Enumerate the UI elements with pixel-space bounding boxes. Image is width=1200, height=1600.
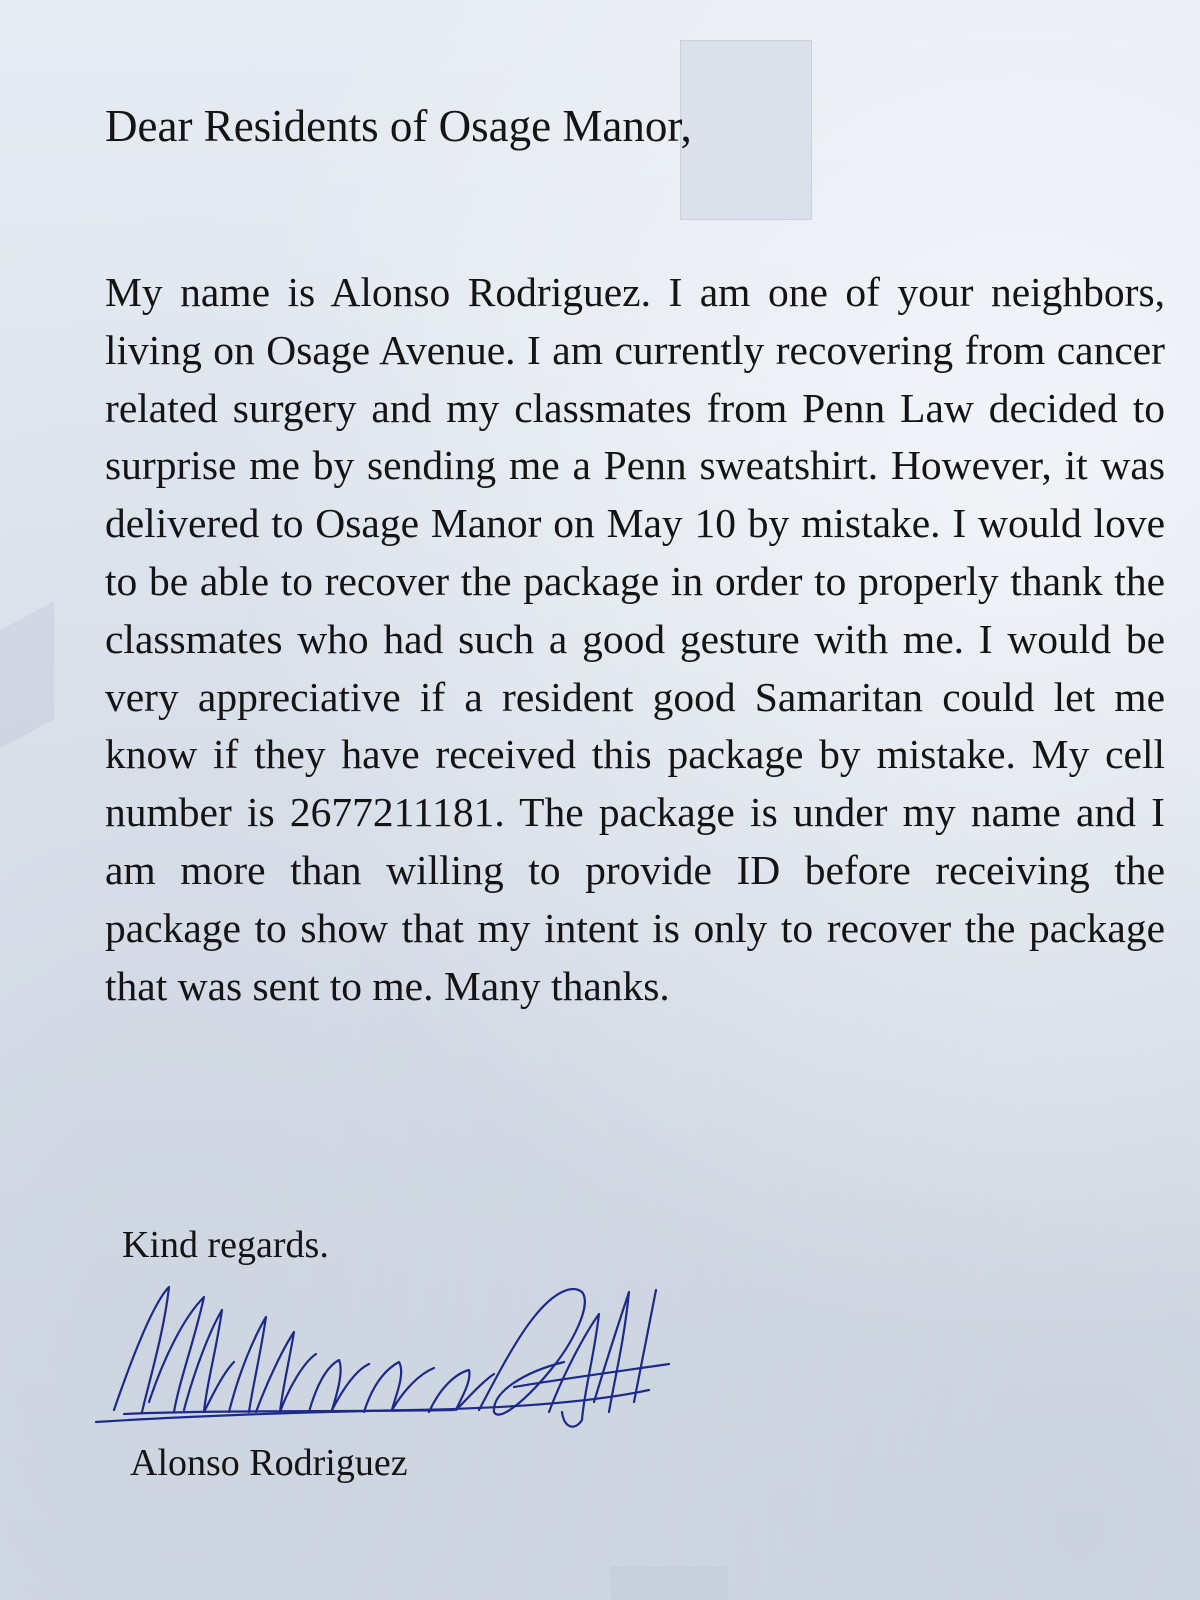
printed-name: Alonso Rodriguez	[130, 1442, 408, 1484]
tape-strip-bottom	[610, 1566, 728, 1600]
salutation: Dear Residents of Osage Manor,	[105, 101, 692, 151]
handwritten-signature	[94, 1262, 674, 1452]
closing: Kind regards.	[122, 1224, 329, 1266]
letter-content	[105, 96, 1165, 1015]
letter-body: My name is Alonso Rodriguez. I am one of your neighbors, living on Osage Avenue. I am currently recovering from cancer related surgery and my classmates from Penn Law decided to surprise me by sending me a Penn sweatshirt. However, it was delivered to Osage Manor on May 10 by mistake. I would love to be able to recover the package in order to properly thank the classmates who had such a good gesture with me. I would be very appreciative if a resident good Samaritan could let me know if they have received this package by mistake. My cell number is 2677211181. The package is under my name and I am more than willing to provide ID before receiving the package to show that my intent is only to recover the package that was sent to me. Many thanks.	[105, 269, 1165, 1009]
tape-strip-left	[0, 602, 54, 753]
